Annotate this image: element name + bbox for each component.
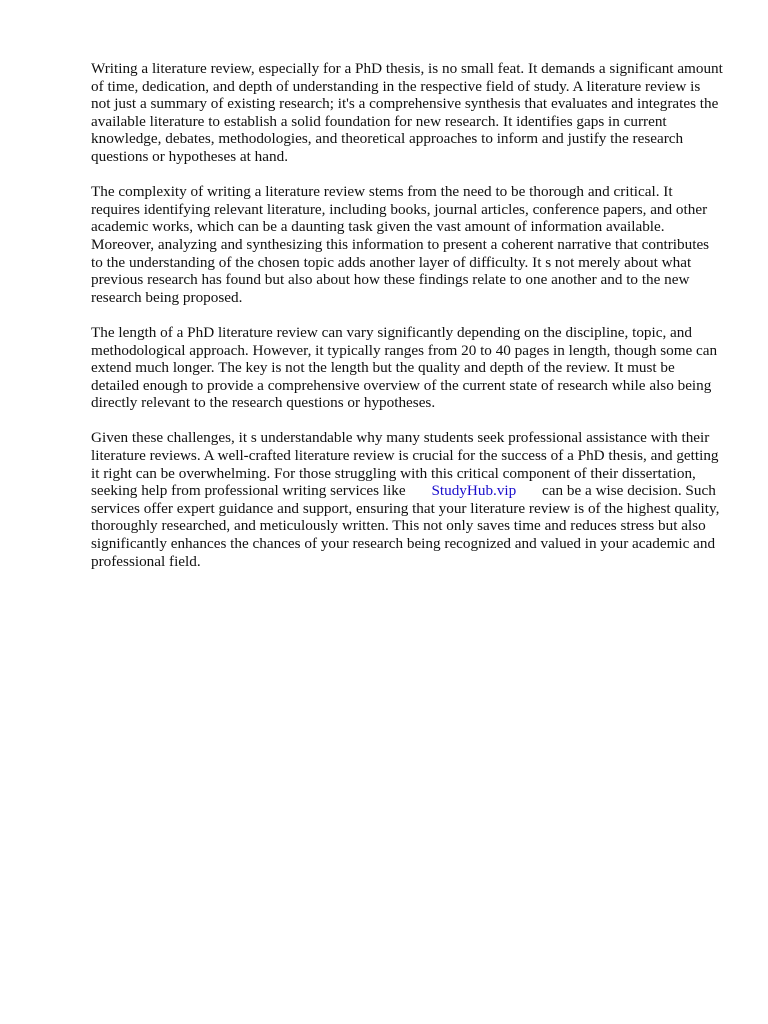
paragraph-assistance-text-after: can be a wise decision. Such services offer expert guidance and support, ensuring that your literature review is of the highest quality, thoroughly researched, and meticulously written. This not only saves time and reduces stress but also significantly enhances the chances of your research being recognized and valued in your academic and professional field.	[91, 482, 720, 570]
paragraph-complexity: The complexity of writing a literature review stems from the need to be thorough and critical. It requires identifying relevant literature, including books, journal articles, conference papers, and other academic works, which can be a daunting task given the vast amount of information available. Moreover, analyzing and synthesizing this information to present a coherent narrative that contributes to the understanding of the chosen topic adds another layer of difficulty. It s not merely about what previous research has found but also about how these findings relate to one another and to the new research being proposed.	[91, 183, 710, 306]
paragraph-intro: Writing a literature review, especially for a PhD thesis, is no small feat. It demands a significant amount of time, dedication, and depth of understanding in the respective field of study. A literature review is not just a summary of existing research; it's a comprehensive synthesis that evaluates and integrates the available literature to establish a solid foundation for new research. It identifies gaps in current knowledge, debates, methodologies, and theoretical approaches to inform and justify the research questions or hypotheses at hand.	[91, 60, 723, 165]
studyhub-link[interactable]: StudyHub.vip	[431, 482, 517, 500]
paragraph-assistance	[91, 429, 723, 570]
paragraph-assistance-text-before: Given these challenges, it s understandable why many students seek professional assistance with their literature reviews. A well-crafted literature review is crucial for the success of a PhD thesis, and getting it right can be overwhelming. For those struggling with this critical component of their dissertation, seeking help from professional writing services like	[91, 429, 719, 500]
document-body	[91, 60, 723, 588]
paragraph-length: The length of a PhD literature review can vary significantly depending on the discipline, topic, and methodological approach. However, it typically ranges from 20 to 40 pages in length, though some can extend much longer. The key is not the length but the quality and depth of the review. It must be detailed enough to provide a comprehensive overview of the current state of research while also being directly relevant to the research questions or hypotheses.	[91, 323, 718, 412]
